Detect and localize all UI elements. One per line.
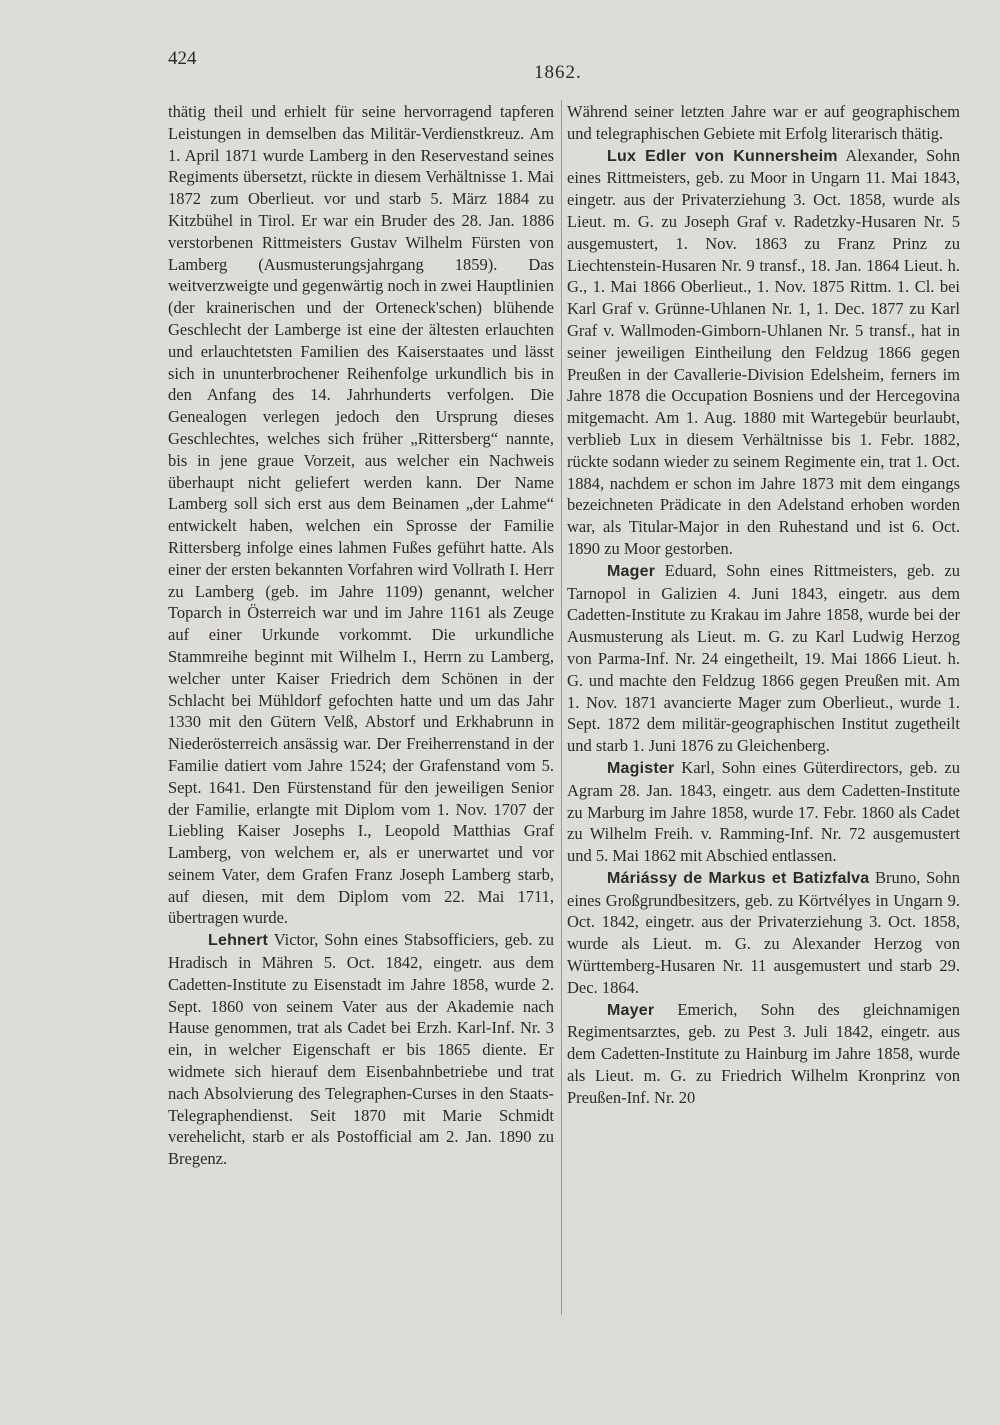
continuation-paragraph: Während seiner letzten Jahre war er auf geographischem und telegraphischen Gebiete mit Erfolg literarisch thätig. xyxy=(567,102,960,143)
entry-text: Victor, Sohn eines Stabsofficiers, geb. zu Hradisch in Mähren 5. Oct. 1842, eingetr. aus dem Cadetten-Institute zu Eisenstadt im Jahre 1858, wurde 2. Sept. 1860 von seinem Vater aus der Akademie nach Hause genommen, trat als Cadet bei Erzh. Karl-Inf. Nr. 3 ein, in welcher Eigenschaft er bis 1865 diente. Er widmete sich hierauf dem Eisenbahnbetriebe und trat nach Absolvierung des Telegraphen-Curses in den Staats-Telegraphendienst. Seit 1870 mit Marie Schmidt verehelicht, starb er als Postofficial am 2. Jan. 1890 zu Bregenz. xyxy=(168,930,554,1169)
entry-text: Bruno, Sohn eines Großgrundbesitzers, geb. zu Körtvélyes in Ungarn 9. Oct. 1842, eingetr. aus der Privaterziehung 3. Oct. 1858, wurde als Lieut. m. G. zu Alexander Herzog von Württemberg-Husaren Nr. 11 ausgemustert und starb 29. Dec. 1864. xyxy=(567,867,960,997)
column-divider xyxy=(561,100,562,1315)
left-column xyxy=(168,101,554,1170)
entry-magister xyxy=(567,757,960,867)
entry-name: Lehnert xyxy=(208,932,269,950)
entry-name: Lux Edler von Kunnersheim xyxy=(607,147,838,165)
entry-name: Mager xyxy=(607,562,656,580)
continuation-paragraph: thätig theil und erhielt für seine hervorragend tapferen Leistungen in demselben das Militär-Verdienstkreuz. Am 1. April 1871 wurde Lamberg in den Reservestand seines Regiments übersetzt, rückte in diesem Verhältnisse 1. Mai 1872 zum Oberlieut. vor und starb 5. März 1884 zu Kitzbühel in Tirol. Er war ein Bruder des 28. Jan. 1886 verstorbenen Rittmeisters Gustav Wilhelm Fürsten von Lamberg (Ausmusterungsjahrgang 1859). Das weitverzweigte und gegenwärtig noch in zwei Hauptlinien (der krainerischen und der Orteneck'schen) blühende Geschlecht der Lamberge ist eine der ältesten erlauchten und erlauchtetsten Familien des Kaiserstaates und lässt sich in ununterbrochener Reihenfolge urkundlich bis in den Anfang des 14. Jahrhunderts verfolgen. Die Genealogen verlegen jedoch den Ursprung dieses Geschlechtes, welches sich früher „Rittersberg“ nannte, bis in jene graue Vorzeit, aus welcher ein Nachweis überhaupt nicht geliefert werden kann. Der Name Lamberg soll sich erst aus dem Beinamen „der Lahme“ entwickelt haben, welchen ein Sprosse der Familie Rittersberg infolge eines lahmen Fußes geführt hatte. Als einer der ersten bekannten Vorfahren wird Vollrath I. Herr zu Lamberg (geb. im Jahre 1109) genannt, welcher Toparch in Österreich war und im Jahre 1161 als Zeuge auf einer Urkunde vorkommt. Die urkundliche Stammreihe beginnt mit Wilhelm I., Herrn zu Lamberg, welcher unter Kaiser Friedrich dem Schönen in der Schlacht bei Mühldorf gefochten hatte und um das Jahr 1330 mit den Gütern Velß, Abstorf und Erkhabrunn in Niederösterreich ansässig war. Der Freiherrenstand in der Familie datiert vom Jahre 1524; der Grafenstand vom 5. Sept. 1641. Den Fürstenstand für den jeweiligen Senior der Familie, erlangte mit Diplom vom 1. Nov. 1707 der Liebling Kaiser Josephs I., Leopold Matthias Graf Lamberg, von welchem er, als er unerwartet und vor seinem Vater, dem Grafen Franz Joseph Lamberg starb, auf diesen, mit dem Diplom vom 22. Mai 1711, übertragen wurde. xyxy=(168,102,554,928)
right-column xyxy=(567,101,960,1109)
entry-mariassy xyxy=(567,867,960,999)
entry-text: Alexander, Sohn eines Rittmeisters, geb. zu Moor in Ungarn 11. Mai 1843, eingetr. aus der Privaterziehung 3. Oct. 1858, wurde als Lieut. m. G. zu Joseph Graf v. Radetzky-Husaren Nr. 5 ausgemustert, 1. Nov. 1863 zu Franz Prinz zu Liechtenstein-Husaren Nr. 9 transf., 18. Jan. 1864 Lieut. h. G., 1. Mai 1866 Oberlieut., 1. Nov. 1875 Rittm. 1. Cl. bei Karl Graf v. Grünne-Uhlanen Nr. 1, 1. Dec. 1877 zu Karl Graf v. Wallmoden-Gimborn-Uhlanen Nr. 5 transf., hat in seiner jeweiligen Eintheilung den Feldzug 1866 gegen Preußen in der Cavallerie-Division Edelsheim, ferners im Jahre 1878 die Occupation Bosniens und der Hercegovina mitgemacht. Am 1. Aug. 1880 mit Wartegebür beurlaubt, verblieb Lux in diesem Verhältnisse bis 1. Febr. 1882, rückte sodann wieder zu seinem Regimente ein, trat 1. Oct. 1884, nachdem er schon im Jahre 1873 mit dem eingangs bezeichneten Prädicate in den Adelstand erhoben worden war, als Titular-Major in den Ruhestand und ist 6. Oct. 1890 zu Moor gestorben. xyxy=(567,145,961,558)
entry-text: Emerich, Sohn des gleichnamigen Regimentsarztes, geb. zu Pest 3. Juli 1842, eingetr. aus dem Cadetten-Institute zu Hainburg im Jahre 1858, wurde als Lieut. m. G. zu Friedrich Wilhelm Kronprinz von Preußen-Inf. Nr. 20 xyxy=(567,999,960,1107)
running-header-year: 1862. xyxy=(534,62,582,83)
entry-text: Eduard, Sohn eines Rittmeisters, geb. zu Tarnopol in Galizien 4. Juni 1843, eingetr. aus dem Cadetten-Institute zu Krakau im Jahre 1858, wurde bei der Ausmusterung als Lieut. m. G. zu Karl Ludwig Herzog von Parma-Inf. Nr. 24 eingetheilt, 19. Mai 1866 Lieut. h. G. und machte den Feldzug 1866 gegen Preußen mit. Am 1. Nov. 1871 avancierte Mager zum Oberlieut., wurde 1. Sept. 1872 dem militär-geographischen Institut zugetheilt und starb 1. Juni 1876 zu Gleichenberg. xyxy=(567,560,960,756)
entry-name: Mayer xyxy=(607,1001,655,1019)
entry-lux xyxy=(567,145,960,560)
entry-name: Magister xyxy=(607,759,675,777)
page-number: 424 xyxy=(168,48,197,69)
entry-mayer xyxy=(567,999,960,1109)
entry-mager xyxy=(567,560,960,757)
entry-name: Máriássy de Markus et Batizfalva xyxy=(607,869,870,887)
entry-text: Karl, Sohn eines Güterdirectors, geb. zu Agram 28. Jan. 1843, eingetr. aus dem Cadetten-Institute zu Marburg im Jahre 1858, wurde 17. Febr. 1860 als Cadet zu Wilhelm Freih. v. Ramming-Inf. Nr. 72 ausgemustert und 5. Mai 1862 mit Abschied entlassen. xyxy=(567,757,960,866)
entry-lehnert xyxy=(168,929,554,1170)
